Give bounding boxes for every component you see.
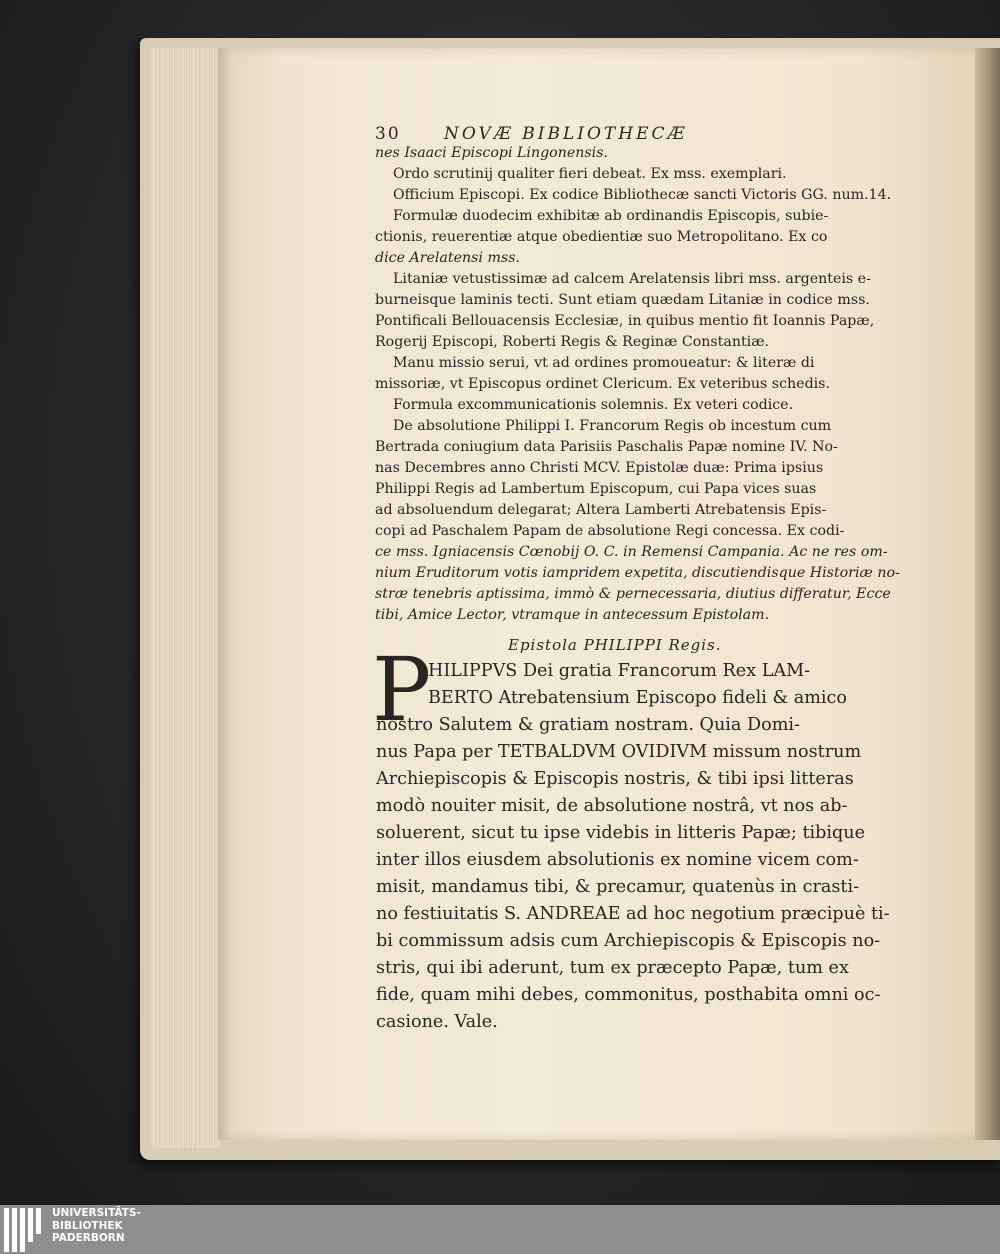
catalog-line: Litaniæ vetustissimæ ad calcem Arelatensis libri mss. argenteis e- xyxy=(393,271,871,287)
letter-line: no festiuitatis S. ANDREAE ad hoc negotium præcipuè ti- xyxy=(376,904,890,924)
page-edges xyxy=(150,48,220,1148)
letter-line: HILIPPVS Dei gratia Francorum Rex LAM- xyxy=(428,661,811,681)
catalog-line: burneisque laminis tecti. Sunt etiam quædam Litaniæ in codice mss. xyxy=(375,292,870,308)
letter-line: Archiepiscopis & Episcopis nostris, & tibi ipsi litteras xyxy=(376,769,854,789)
library-name xyxy=(52,1207,141,1245)
catalog-line: nium Eruditorum votis iampridem expetita, discutiendisque Historiæ no- xyxy=(375,565,900,581)
letter-line: nus Papa per TETBALDVM OVIDIVM missum nostrum xyxy=(376,742,862,762)
drop-cap: P xyxy=(372,638,432,741)
catalog-line: Formula excommunicationis solemnis. Ex veteri codice. xyxy=(393,397,794,413)
catalog-line: stræ tenebris aptissima, immò & pernecessaria, diutius differatur, Ecce xyxy=(375,586,891,602)
catalog-line: ad absoluendum delegarat; Altera Lamberti Atrebatensis Epis- xyxy=(375,502,827,518)
catalog-line: Rogerij Episcopi, Roberti Regis & Reginæ Constantiæ. xyxy=(375,334,770,350)
library-logo-icon xyxy=(4,1208,44,1252)
letter-line: inter illos eiusdem absolutionis ex nomine vicem com- xyxy=(376,850,859,870)
catalog-line: dice Arelatensi mss. xyxy=(375,250,520,266)
catalog-line: Ordo scrutinij qualiter fieri debeat. Ex mss. exemplari. xyxy=(393,166,787,182)
catalog-line: Formulæ duodecim exhibitæ ab ordinandis Episcopis, subie- xyxy=(393,208,829,224)
catalog-line: tibi, Amice Lector, vtramque in antecessum Epistolam. xyxy=(375,607,770,623)
catalog-line: Manu missio serui, vt ad ordines promoueatur: & literæ di xyxy=(393,355,815,371)
letter-heading: Epistola PHILIPPI Regis. xyxy=(508,636,722,654)
letter-line: BERTO Atrebatensium Episcopo fideli & amico xyxy=(428,688,847,708)
catalog-line: Pontificali Bellouacensis Ecclesiæ, in quibus mentio fit Ioannis Papæ, xyxy=(375,313,875,329)
letter-line: stris, qui ibi aderunt, tum ex præcepto Papæ, tum ex xyxy=(376,958,849,978)
catalog-line: copi ad Paschalem Papam de absolutione Regi concessa. Ex codi- xyxy=(375,523,845,539)
catalog-text xyxy=(375,143,905,626)
gutter-shadow xyxy=(975,48,1000,1140)
catalog-line: Bertrada coniugium data Parisiis Paschalis Papæ nomine IV. No- xyxy=(375,439,838,455)
catalog-line: nes Isaaci Episcopi Lingonensis. xyxy=(375,145,608,161)
catalog-line: Officium Episcopi. Ex codice Bibliothecæ sancti Victoris GG. num.14. xyxy=(393,187,892,203)
catalog-line: Philippi Regis ad Lambertum Episcopum, cui Papa vices suas xyxy=(375,481,817,497)
catalog-line: missoriæ, vt Episcopus ordinet Clericum. Ex veteribus schedis. xyxy=(375,376,830,392)
letter-line: casione. Vale. xyxy=(376,1012,498,1032)
catalog-line: ce mss. Igniacensis Cœnobij O. C. in Remensi Campania. Ac ne res om- xyxy=(375,544,888,560)
letter-line: soluerent, sicut tu ipse videbis in litteris Papæ; tibique xyxy=(376,823,866,843)
running-head xyxy=(375,124,905,144)
letter-line: modò nouiter misit, de absolutione nostrâ, vt nos ab- xyxy=(376,796,848,816)
running-title: NOVÆ BIBLIOTHECÆ xyxy=(444,124,688,144)
letter-line: nostro Salutem & gratiam nostram. Quia Domi- xyxy=(376,715,800,735)
library-name-line-3: PADERBORN xyxy=(52,1232,125,1244)
catalog-line: nas Decembres anno Christi MCV. Epistolæ duæ: Prima ipsius xyxy=(375,460,824,476)
letter-line: bi commissum adsis cum Archiepiscopis & Episcopis no- xyxy=(376,931,881,951)
catalog-line: ctionis, reuerentiæ atque obedientiæ suo Metropolitano. Ex co xyxy=(375,229,828,245)
letter-line: misit, mandamus tibi, & precamur, quatenùs in crasti- xyxy=(376,877,860,897)
letter-text xyxy=(376,658,906,1036)
library-name-line-2: BIBLIOTHEK xyxy=(52,1219,123,1232)
page-number: 30 xyxy=(375,124,401,144)
catalog-line: De absolutione Philippi I. Francorum Regis ob incestum cum xyxy=(393,418,832,434)
library-name-line-1: UNIVERSITÄTS- xyxy=(52,1207,141,1219)
footer-bar xyxy=(0,1205,1000,1254)
letter-line: fide, quam mihi debes, commonitus, posthabita omni oc- xyxy=(376,985,881,1005)
